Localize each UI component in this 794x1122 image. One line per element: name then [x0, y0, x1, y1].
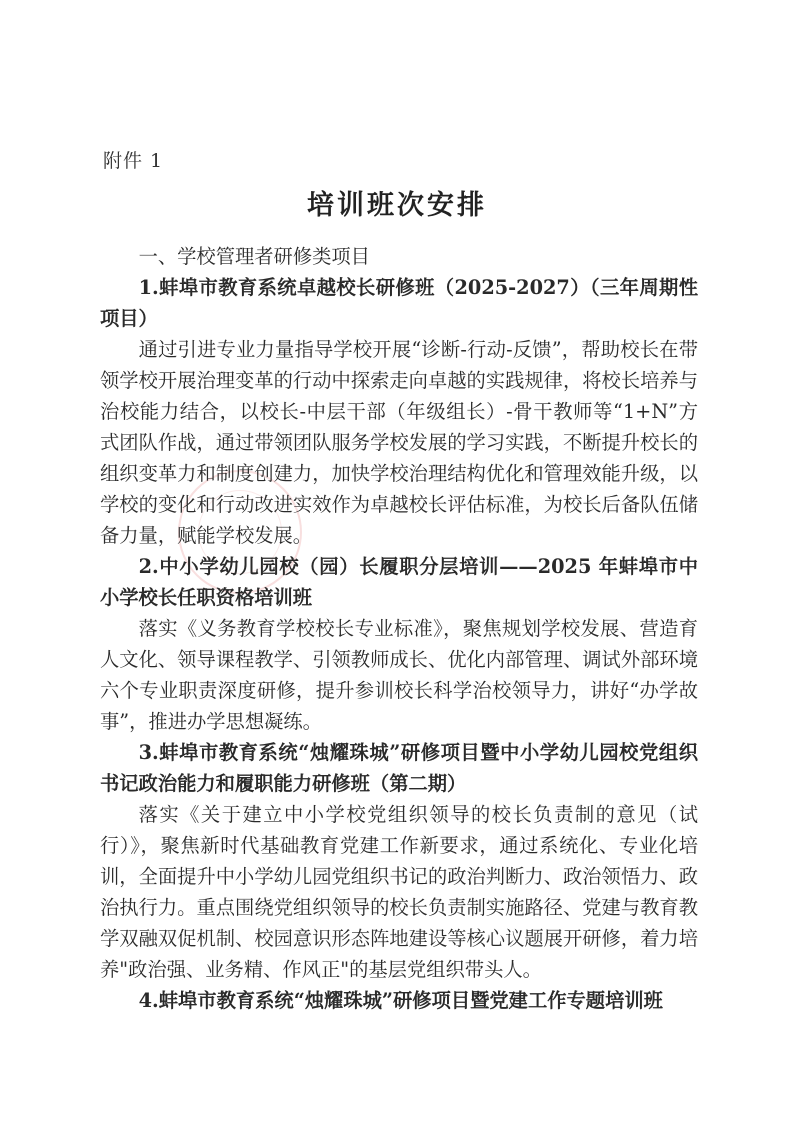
section-1-heading: 一、学校管理者研修类项目: [138, 245, 370, 268]
item-3-body: 落实《关于建立中小学校党组织领导的校长负责制的意见（试行）》，聚焦新时代基础教育党建工作新要求，通过系统化、专业化培训，全面提升中小学幼儿园党组织书记的政治判断力、政治领悟力、政治执行力。重点围绕党组织领导的校长负责制实施路径、党建与教育教学双融双促机制、校园意识形态阵地建设等核心议题展开研修，着力培养"政治强、业务精、作风正"的基层党组织带头人。: [100, 803, 698, 981]
document-title: 培训班次安排: [307, 190, 487, 221]
item-1-body: 通过引进专业力量指导学校开展“诊断-行动-反馈”，帮助校长在带领学校开展治理变革的行动中探索走向卓越的实践规律，将校长培养与治校能力结合，以校长-中层干部（年级组长）-骨干教师等“1+N”方式团队作战，通过带领团队服务学校发展的学习实践，不断提升校长的组织变革力和制度创建力，加快学校治理结构优化和管理效能升级，以学校的变化和行动改进实效作为卓越校长评估标准，为校长后备队伍储备力量，赋能学校发展。: [100, 338, 698, 547]
item-3-heading: 3.蚌埠市教育系统“烛耀珠城”研修项目暨中小学幼儿园校党组织书记政治能力和履职能力研修班（第二期）: [100, 741, 698, 795]
document-body: [100, 241, 698, 1016]
item-4-heading: 4.蚌埠市教育系统“烛耀珠城”研修项目暨党建工作专题培训班: [138, 989, 663, 1012]
item-1-heading: 1.蚌埠市教育系统卓越校长研修班（2025-2027）（三年周期性项目）: [100, 276, 698, 330]
item-2-body: 落实《义务教育学校校长专业标准》，聚焦规划学校发展、营造育人文化、领导课程教学、引领教师成长、优化内部管理、调试外部环境六个专业职责深度研修，提升参训校长科学治校领导力，讲好“办学故事”，推进办学思想凝练。: [100, 617, 698, 733]
item-2-heading: 2.中小学幼儿园校（园）长履职分层培训——2025 年蚌埠市中小学校长任职资格培训班: [100, 555, 698, 609]
attachment-label: 附件 1: [103, 150, 164, 172]
